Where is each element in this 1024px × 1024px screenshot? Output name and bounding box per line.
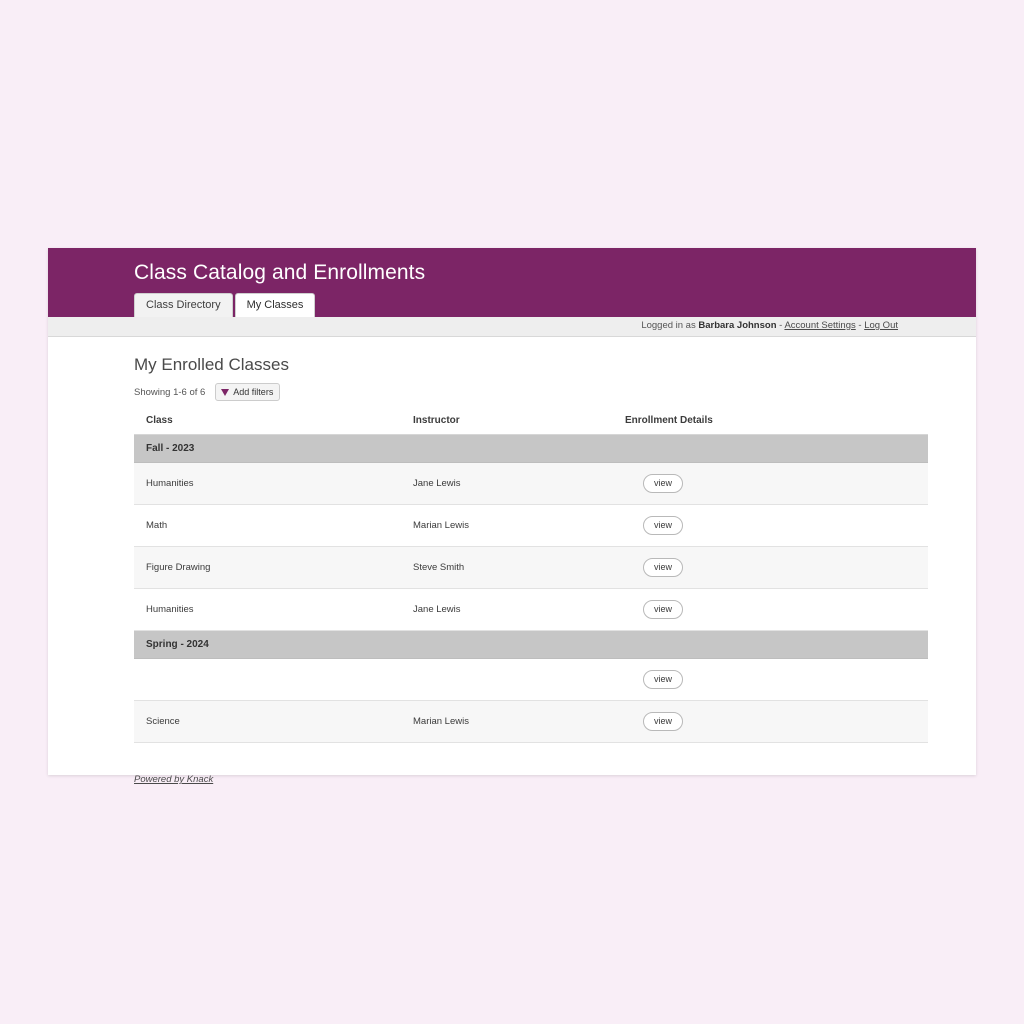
- cell-class: Science: [134, 701, 401, 743]
- cell-instructor: Marian Lewis: [401, 701, 613, 743]
- footer: [134, 769, 890, 787]
- table-body: [134, 435, 928, 743]
- page-header-title: Class Catalog and Enrollments: [134, 261, 426, 284]
- results-count: Showing 1-6 of 6: [134, 386, 206, 398]
- tab-bar: [134, 293, 315, 317]
- account-bar: [48, 317, 976, 337]
- main-content: [48, 337, 976, 787]
- app-window: [48, 248, 976, 785]
- powered-by-link[interactable]: Powered by Knack: [134, 774, 214, 785]
- cell-instructor: Steve Smith: [401, 547, 613, 589]
- table-group-row: [134, 631, 928, 659]
- account-bar-text: [641, 320, 898, 331]
- account-separator-2: -: [855, 320, 865, 331]
- column-header-class: Class: [134, 415, 401, 435]
- log-out-link[interactable]: Log Out: [864, 320, 898, 331]
- group-label: Fall - 2023: [134, 435, 928, 463]
- cell-enrollment-details: [613, 659, 928, 701]
- table-group-row: [134, 435, 928, 463]
- view-button[interactable]: view: [643, 516, 683, 535]
- account-user-name: Barbara Johnson: [698, 320, 777, 331]
- cell-instructor: [401, 659, 613, 701]
- cell-enrollment-details: [613, 463, 928, 505]
- table-row[interactable]: [134, 701, 928, 743]
- cell-enrollment-details: [613, 589, 928, 631]
- logged-in-label: Logged in as: [641, 320, 696, 331]
- cell-class: Figure Drawing: [134, 547, 401, 589]
- table-header-row: [134, 415, 928, 435]
- cell-instructor: Jane Lewis: [401, 589, 613, 631]
- cell-instructor: Marian Lewis: [401, 505, 613, 547]
- table-row[interactable]: [134, 505, 928, 547]
- page-title: My Enrolled Classes: [134, 355, 289, 374]
- view-button[interactable]: view: [643, 474, 683, 493]
- cell-instructor: Jane Lewis: [401, 463, 613, 505]
- group-label: Spring - 2024: [134, 631, 928, 659]
- enrolled-classes-table: [134, 415, 928, 743]
- view-button[interactable]: view: [643, 600, 683, 619]
- tab-my-classes[interactable]: My Classes: [235, 293, 316, 317]
- account-separator-1: -: [776, 320, 785, 331]
- table-row[interactable]: [134, 463, 928, 505]
- account-settings-link[interactable]: Account Settings: [784, 320, 856, 331]
- view-button[interactable]: view: [643, 558, 683, 577]
- app-header: [48, 248, 976, 317]
- add-filters-label: Add filters: [233, 387, 274, 397]
- view-button[interactable]: view: [643, 712, 683, 731]
- cell-class: Humanities: [134, 463, 401, 505]
- cell-class: [134, 659, 401, 701]
- column-header-instructor: Instructor: [401, 415, 613, 435]
- cell-enrollment-details: [613, 701, 928, 743]
- table-row[interactable]: [134, 547, 928, 589]
- table-row[interactable]: [134, 659, 928, 701]
- cell-enrollment-details: [613, 505, 928, 547]
- cell-class: Humanities: [134, 589, 401, 631]
- results-toolbar: [134, 383, 890, 401]
- tab-class-directory[interactable]: Class Directory: [134, 293, 233, 317]
- cell-class: Math: [134, 505, 401, 547]
- table-row[interactable]: [134, 589, 928, 631]
- filter-icon: [221, 389, 229, 396]
- column-header-enrollment-details: Enrollment Details: [613, 415, 928, 435]
- add-filters-button[interactable]: [215, 383, 280, 401]
- cell-enrollment-details: [613, 547, 928, 589]
- view-button[interactable]: view: [643, 670, 683, 689]
- table-head: [134, 415, 928, 435]
